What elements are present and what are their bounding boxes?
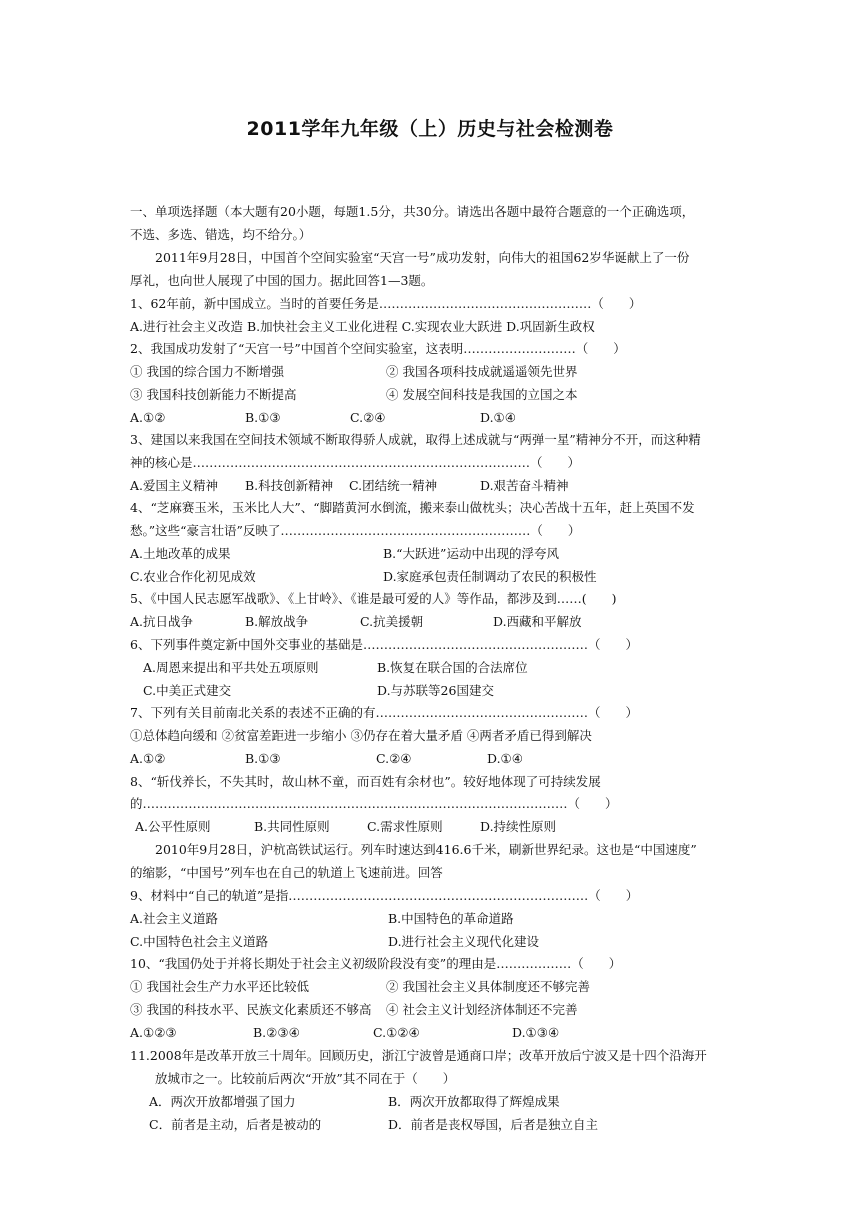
option-text: ① 我国的综合国力不断增强 xyxy=(130,364,284,379)
text-line: 的缩影，“中国号”列车也在自己的轨道上飞速前进。回答 xyxy=(130,865,443,880)
text-line: 9、材料中“自己的轨道”是指………………………………………………………………（ ） xyxy=(130,888,639,903)
option-text: B.②③④ xyxy=(253,1025,300,1040)
option-text: B.①③ xyxy=(245,410,281,425)
text-line: 4、“芝麻赛玉米，玉米比人大”、“脚踏黄河水倒流，搬来泰山做枕头；决心苦战十五年，赶上英国不发 xyxy=(130,500,695,515)
option-text: A.土地改革的成果 xyxy=(130,546,231,561)
text-line: 不选、多选、错选，均不给分。） xyxy=(130,227,312,242)
option-text: D.持续性原则 xyxy=(480,819,557,834)
option-text: A.抗日战争 xyxy=(130,614,194,629)
option-text: C.农业合作化初见成效 xyxy=(130,569,256,584)
option-text: B．两次开放都取得了辉煌成果 xyxy=(388,1094,560,1109)
text-line: 11.2008年是改革开放三十周年。回顾历史，浙江宁波曾是通商口岸；改革开放后宁波又是十四个沿海开 xyxy=(130,1048,707,1063)
page-title: 2011学年九年级（上）历史与社会检测卷 xyxy=(246,118,614,140)
option-text: D．前者是丧权辱国，后者是独立自主 xyxy=(388,1117,599,1132)
option-text: ② 我国各项科技成就遥遥领先世界 xyxy=(386,364,578,379)
option-text: A.①② xyxy=(130,751,166,766)
option-text: ④ 发展空间科技是我国的立国之本 xyxy=(386,387,578,402)
text-line: 8、“斩伐养长，不失其时，故山林不童，而百姓有余材也”。较好地体现了可持续发展 xyxy=(130,774,601,789)
text-line: 3、建国以来我国在空间技术领域不断取得骄人成就，取得上述成就与“两弹一星”精神分不开，而这种精 xyxy=(130,432,701,447)
text-line: 神的核心是………………………………………………………………………（ ） xyxy=(130,455,581,470)
text-line: 2、我国成功发射了“天宫一号”中国首个空间实验室，这表明………………………（ ） xyxy=(130,341,626,356)
option-text: ③ 我国科技创新能力不断提高 xyxy=(130,387,297,402)
option-text: D.进行社会主义现代化建设 xyxy=(388,934,540,949)
option-text: A.爱国主义精神 xyxy=(130,478,219,493)
option-text: ① 我国社会生产力水平还比较低 xyxy=(130,979,309,994)
option-text: A.①②③ xyxy=(130,1025,177,1040)
option-text: A.①② xyxy=(130,410,166,425)
option-text: C.中国特色社会主义道路 xyxy=(130,934,269,949)
option-text: D.①④ xyxy=(480,410,516,425)
text-line: 5、《中国人民志愿军战歌》、《上甘岭》、《谁是最可爱的人》等作品，都涉及到……( ) xyxy=(130,591,617,606)
option-text: C.②④ xyxy=(350,410,386,425)
text-line: 一、单项选择题（本大题有20小题，每题1.5分，共30分。请选出各题中最符合题意的一个正确选项， xyxy=(130,204,695,219)
option-text: B.科技创新精神 xyxy=(245,478,334,493)
option-text: A．两次开放都增强了国力 xyxy=(149,1094,296,1109)
option-text: C．前者是主动，后者是被动的 xyxy=(149,1117,322,1132)
option-text: B.中国特色的革命道路 xyxy=(388,911,514,926)
option-text: D.西藏和平解放 xyxy=(493,614,582,629)
text-line: 的…………………………………………………………………………………………（ ） xyxy=(130,796,618,811)
option-text: C.中美正式建交 xyxy=(143,683,232,698)
text-line: 2010年9月28日，沪杭高铁试运行。列车时速达到416.6千米，刷新世界纪录。这也是“中国速度” xyxy=(130,842,697,857)
option-text: C.①②④ xyxy=(373,1025,420,1040)
option-text: B.恢复在联合国的合法席位 xyxy=(377,660,528,675)
option-text: B.共同性原则 xyxy=(254,819,330,834)
option-text: C.需求性原则 xyxy=(367,819,443,834)
option-text: D.艰苦奋斗精神 xyxy=(480,478,569,493)
option-text: B.解放战争 xyxy=(245,614,309,629)
text-line: 放城市之一。比较前后两次“开放”其不同在于（ ） xyxy=(130,1071,456,1086)
option-text: ④ 社会主义计划经济体制还不完善 xyxy=(386,1002,578,1017)
text-line: 2011年9月28日，中国首个空间实验室“天宫一号”成功发射，向伟大的祖国62岁华诞献上了一份 xyxy=(130,250,690,265)
text-line: A.进行社会主义改造 B.加快社会主义工业化进程 C.实现农业大跃进 D.巩固新生政权 xyxy=(130,319,595,334)
option-text: A.公平性原则 xyxy=(135,819,211,834)
option-text: C.②④ xyxy=(376,751,412,766)
option-text: A.社会主义道路 xyxy=(130,911,219,926)
option-text: C.抗美援朝 xyxy=(360,614,424,629)
option-text: ② 我国社会主义具体制度还不够完善 xyxy=(386,979,590,994)
option-text: B.①③ xyxy=(245,751,281,766)
option-text: ③ 我国的科技水平、民族文化素质还不够高 xyxy=(130,1002,372,1017)
text-line: 7、下列有关目前南北关系的表述不正确的有……………………………………………（ ） xyxy=(130,705,638,720)
option-text: D.①③④ xyxy=(512,1025,560,1040)
text-line: 6、下列事件奠定新中国外交事业的基础是………………………………………………（ ） xyxy=(130,637,638,652)
option-text: D.①④ xyxy=(487,751,523,766)
text-line: 厚礼，也向世人展现了中国的国力。据此回答1—3题。 xyxy=(130,273,434,288)
option-text: B.“大跃进”运动中出现的浮夸风 xyxy=(383,546,559,561)
option-text: C.团结统一精神 xyxy=(349,478,438,493)
text-line: ①总体趋向缓和 ②贫富差距进一步缩小 ③仍存在着大量矛盾 ④两者矛盾已得到解决 xyxy=(130,728,592,743)
text-line: 愁。”这些“豪言壮语”反映了……………………………………………………（ ） xyxy=(130,523,581,538)
option-text: A.周恩来提出和平共处五项原则 xyxy=(143,660,319,675)
option-text: D.家庭承包责任制调动了农民的积极性 xyxy=(383,569,597,584)
text-line: 1、62年前，新中国成立。当时的首要任务是……………………………………………（ ） xyxy=(130,296,642,311)
option-text: D.与苏联等26国建交 xyxy=(377,683,494,698)
text-line: 10、“我国仍处于并将长期处于社会主义初级阶段没有变”的理由是………………（ ） xyxy=(130,956,622,971)
